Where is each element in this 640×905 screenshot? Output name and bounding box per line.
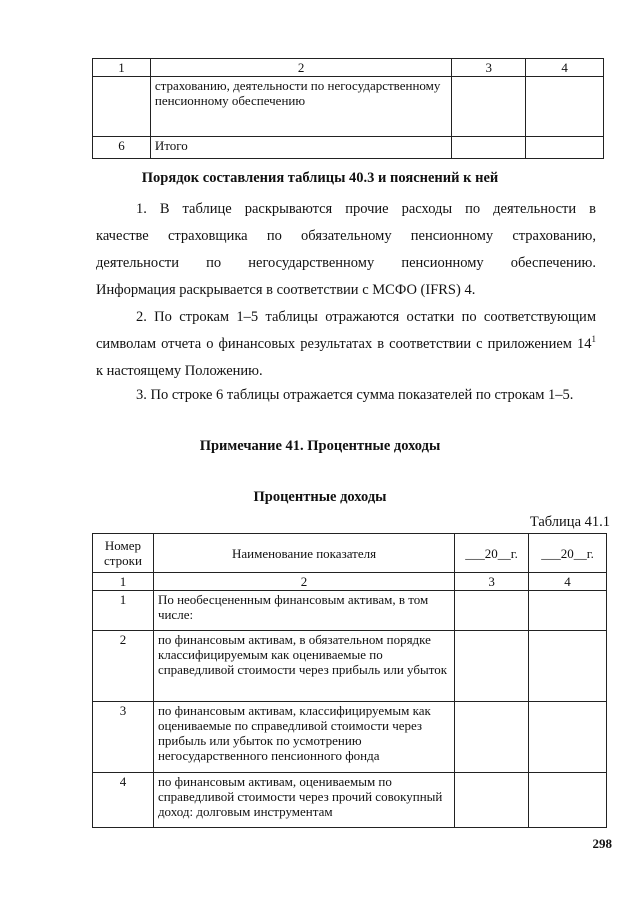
col-number-2: 2	[153, 573, 454, 591]
paragraph-line: к настоящему Положению.	[96, 363, 263, 379]
value-cell	[529, 591, 607, 631]
paragraph-line	[96, 331, 596, 358]
table-caption: Таблица 41.1	[529, 514, 610, 530]
column-number-row	[93, 573, 607, 591]
col-number-4: 4	[529, 573, 607, 591]
header-period-2: ___20__г.	[529, 534, 607, 573]
col-number-1: 1	[93, 573, 154, 591]
value-cell	[529, 702, 607, 773]
paragraph-1	[96, 196, 596, 304]
row-number: 1	[93, 591, 154, 631]
header-period-1: ___20__г.	[455, 534, 529, 573]
table-row	[93, 773, 607, 828]
table-row	[93, 631, 607, 702]
row-text: по финансовым активам, в обязательном порядке классифицируемым как оцениваемые по справедливой стоимости через прибыль или убыток	[153, 631, 454, 702]
footnote-marker: 1	[591, 334, 596, 345]
row-number: 3	[93, 702, 154, 773]
row-text: по финансовым активам, оцениваемым по справедливой стоимости через прочий совокупный доход: долговым инструментам	[153, 773, 454, 828]
paragraph-line: 3. По строке 6 таблицы отражается сумма показателей по строкам 1–5.	[136, 387, 574, 403]
value-cell	[452, 137, 526, 159]
paragraph-line: качестве страховщика по обязательному пенсионному страхованию,	[96, 228, 596, 244]
note-heading: Примечание 41. Процентные доходы	[199, 438, 441, 454]
page-number: 298	[592, 836, 612, 851]
header-indicator: Наименование показателя	[153, 534, 454, 573]
col-number-2: 2	[150, 59, 451, 77]
table-row	[93, 702, 607, 773]
paragraph-line: деятельности по негосударственному пенсионному обеспечению.	[96, 255, 596, 271]
row-text: Итого	[150, 137, 451, 159]
col-number-3: 3	[452, 59, 526, 77]
paragraph-3	[96, 382, 596, 409]
row-number: 6	[93, 137, 151, 159]
table-row	[93, 591, 607, 631]
col-number-1: 1	[93, 59, 151, 77]
section-heading: Порядок составления таблицы 40.3 и пояснений к ней	[141, 170, 499, 186]
value-cell	[526, 77, 604, 137]
value-cell	[455, 773, 529, 828]
value-cell	[526, 137, 604, 159]
table-header-row	[93, 534, 607, 573]
col-number-3: 3	[455, 573, 529, 591]
interest-income-table	[92, 533, 607, 828]
continued-table	[92, 58, 604, 159]
row-text: по финансовым активам, классифицируемым как оцениваемые по справедливой стоимости через прибыль или убыток по усмотрению негосударственного пенсионного фонда	[153, 702, 454, 773]
row-number: 4	[93, 773, 154, 828]
value-cell	[529, 631, 607, 702]
col-number-4: 4	[526, 59, 604, 77]
table-header-row	[93, 59, 604, 77]
row-number: 2	[93, 631, 154, 702]
value-cell	[452, 77, 526, 137]
paragraph-line: 2. По строкам 1–5 таблицы отражаются остатки по соответствующим	[136, 309, 596, 325]
paragraph-line: 1. В таблице раскрываются прочие расходы по деятельности в	[136, 201, 596, 217]
value-cell	[529, 773, 607, 828]
row-text: По необесцененным финансовым активам, в том числе:	[153, 591, 454, 631]
table-row	[93, 137, 604, 159]
paragraph-text: символам отчета о финансовых результатах в соответствии с приложением 14	[96, 336, 592, 352]
row-number	[93, 77, 151, 137]
table-row	[93, 77, 604, 137]
row-text: страхованию, деятельности по негосударственному пенсионному обеспечению	[150, 77, 451, 137]
paragraph-2	[96, 304, 596, 385]
table-title: Процентные доходы	[253, 489, 387, 505]
paragraph-line: Информация раскрывается в соответствии с МСФО (IFRS) 4.	[96, 282, 476, 298]
value-cell	[455, 631, 529, 702]
value-cell	[455, 591, 529, 631]
header-row-number: Номер строки	[93, 534, 154, 573]
value-cell	[455, 702, 529, 773]
